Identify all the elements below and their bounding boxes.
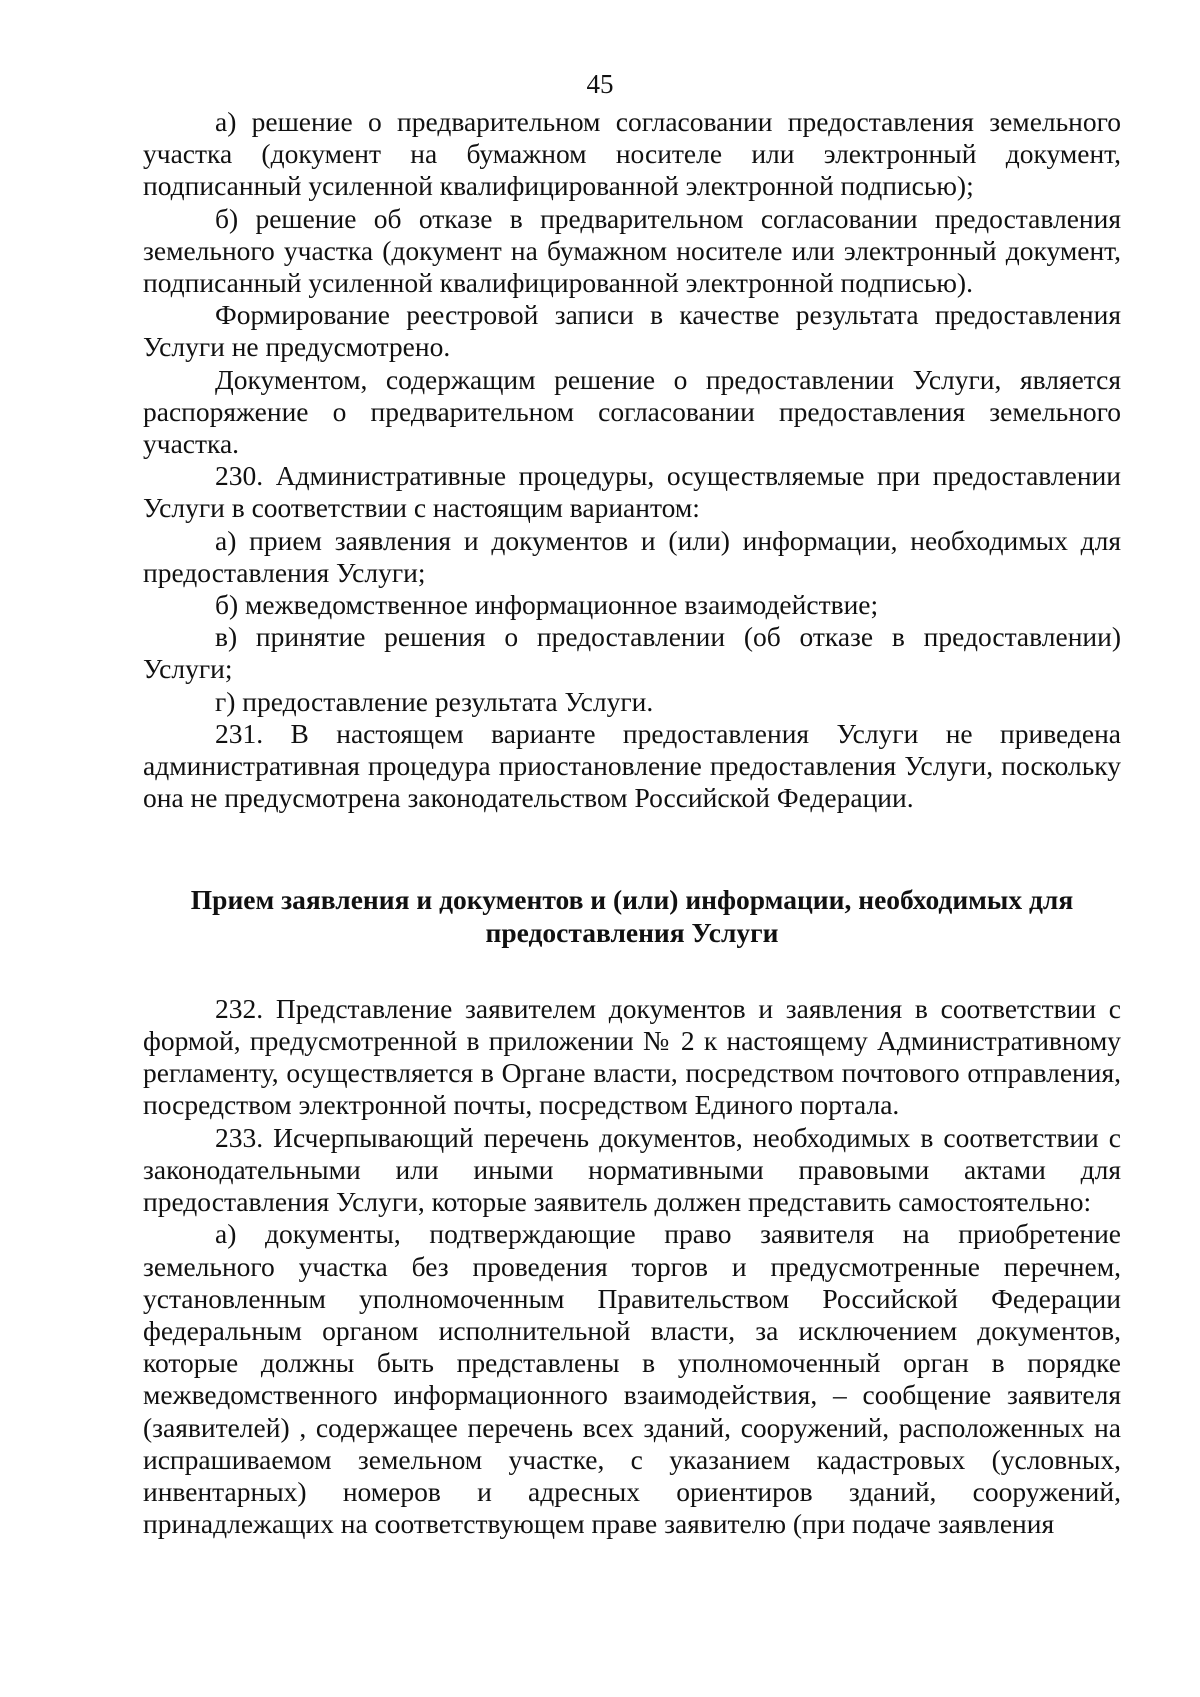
paragraph-231: 231. В настоящем варианте предоставления Услуги не приведена административная процедура приостановление предоставления Услуги, поскольку она не предусмотрена законодательством Российской Федерации.: [143, 717, 1121, 814]
list-item-233-a: а) документы, подтверждающие право заявителя на приобретение земельного участка без проведения торгов и предусмотренные перечнем, установленным уполномоченным Правительством Российской Федерации федеральным органом исполнительной власти, за исключением документов, которые должны быть представлены в уполномоченный орган в порядке межведомственного информационного взаимодействия, – сообщение заявителя (заявителей) , содержащее перечень всех зданий, сооружений, расположенных на испрашиваемом земельном участке, с указанием кадастровых (условных, инвентарных) номеров и адресных ориентиров зданий, сооружений, принадлежащих на соответствующем праве заявителю (при подаче заявления: [143, 1218, 1121, 1540]
paragraph-decision-document: Документом, содержащим решение о предоставлении Услуги, является распоряжение о предварительном согласовании предоставления земельного участка.: [143, 363, 1121, 460]
section-heading: Прием заявления и документов и (или) информации, необходимых для предоставления Услуги: [190, 884, 1074, 948]
paragraph-230: 230. Административные процедуры, осуществляемые при предоставлении Услуги в соответствии с настоящим вариантом:: [143, 460, 1121, 524]
paragraph-registry-record: Формирование реестровой записи в качестве результата предоставления Услуги не предусмотрено.: [143, 299, 1121, 363]
list-item-230-b: б) межведомственное информационное взаимодействие;: [215, 589, 879, 621]
list-item-230-g: г) предоставление результата Услуги.: [215, 685, 654, 717]
paragraph-232: 232. Представление заявителем документов и заявления в соответствии с формой, предусмотренной в приложении № 2 к настоящему Административному регламенту, осуществляется в Органе власти, посредством почтового отправления, посредством электронной почты, посредством Единого портала.: [143, 992, 1121, 1121]
page-content: [143, 106, 1121, 1540]
list-item-230-v: в) принятие решения о предоставлении (об отказе в предоставлении) Услуги;: [143, 621, 1121, 685]
page-number: 45: [586, 69, 614, 99]
paragraph-decision-refusal: б) решение об отказе в предварительном согласовании предоставления земельного участка (документ на бумажном носителе или электронный документ, подписанный усиленной квалифицированной электронной подписью).: [143, 202, 1121, 299]
paragraph-decision-approval: а) решение о предварительном согласовании предоставления земельного участка (документ на бумажном носителе или электронный документ, подписанный усиленной квалифицированной электронной подписью);: [143, 106, 1121, 202]
paragraph-233: 233. Исчерпывающий перечень документов, необходимых в соответствии с законодательными или иными нормативными правовыми актами для предоставления Услуги, которые заявитель должен представить самостоятельно:: [143, 1121, 1121, 1218]
list-item-230-a: а) прием заявления и документов и (или) информации, необходимых для предоставления Услуги;: [143, 524, 1121, 588]
